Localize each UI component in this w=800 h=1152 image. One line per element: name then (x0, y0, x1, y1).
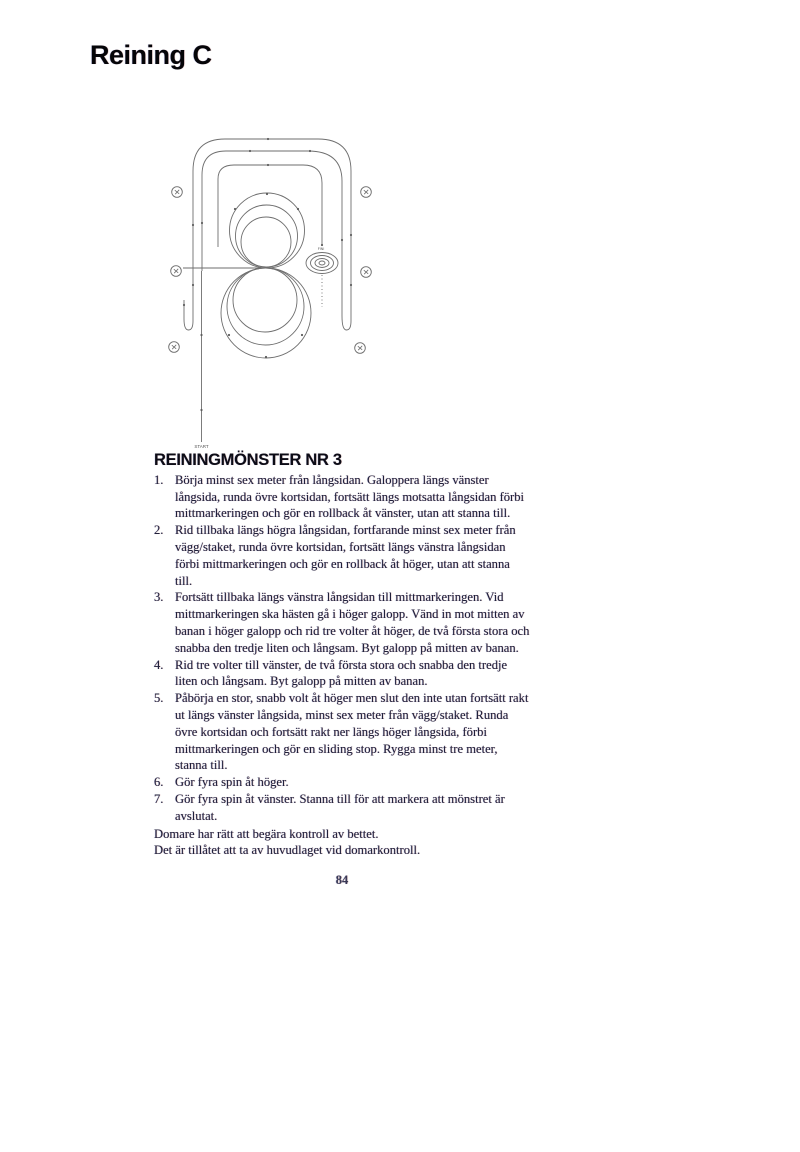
start-label: START (194, 444, 209, 449)
item-number: 2. (154, 523, 164, 538)
note-line: Det är tillåtet att ta av huvudlaget vid domarkontroll. (154, 843, 421, 858)
pattern-text-column (154, 452, 530, 889)
item-text: Börja minst sex meter från långsidan. Galoppera längs vänster långsida, runda övre kortsidan, fortsätt längs motsatta långsidan förbi mittmarkeringen och gör en rollback åt vänster, utan att stanna till. (175, 472, 525, 521)
marker-icon (361, 267, 372, 278)
item-number: 1. (154, 472, 164, 487)
item-text: Gör fyra spin åt vänster. Stanna till för att markera att mönstret är avslutat. (175, 791, 505, 823)
marker-icon (172, 187, 183, 198)
item-text: Rid tillbaka längs högra långsidan, fortfarande minst sex meter från vägg/staket, runda övre kortsidan, fortsätt längs vänstra långsidan förbi mittmarkeringen och gör en rollback åt höger, utan att stanna till. (175, 523, 516, 588)
item-number: 3. (154, 590, 164, 605)
pattern-instruction-list (154, 472, 530, 825)
item-text: Fortsätt tillbaka längs vänstra långsidan till mittmarkeringen. Vid mittmarkeringen ska hästen gå i höger galopp. Vänd in mot mitten av banan i höger galopp och rid tre volter åt höger, de två första stora och snabba den tredje liten och långsam. Byt galopp på mitten av banan. (175, 590, 530, 655)
list-item (154, 589, 530, 656)
marker-icon (361, 187, 372, 198)
lower-circles (221, 268, 311, 358)
list-item (154, 774, 530, 791)
judge-notes (154, 826, 530, 860)
list-item (154, 657, 530, 691)
direction-dots (183, 138, 352, 411)
outer-loop-path (193, 139, 351, 321)
item-text: Rid tre volter till vänster, de två första stora och snabba den tredje liten och långsam. Byt galopp på mitten av banan. (175, 657, 508, 689)
list-item (154, 472, 530, 522)
item-number: 7. (154, 791, 164, 806)
list-item (154, 522, 530, 589)
page-number: 84 (335, 873, 349, 888)
item-text: Påbörja en stor, snabb volt åt höger men slut den inte utan fortsätt rakt ut längs vänster långsida, minst sex meter från vägg/staket. Runda övre kortsidan och fortsätt rakt ner längs höger långsida, förbi mittmarkeringen och gör en sliding stop. Rygga minst tre meter, stanna till. (175, 691, 529, 773)
note-line: Domare har rätt att begära kontroll av bettet. (154, 826, 379, 841)
marker-icon (171, 266, 182, 277)
list-item (154, 690, 530, 774)
list-item (154, 791, 530, 825)
item-text: Gör fyra spin åt höger. (175, 775, 289, 790)
rollback-left-hook (184, 300, 193, 330)
item-number: 4. (154, 657, 164, 672)
item-number: 5. (154, 691, 164, 706)
item-number: 6. (154, 775, 164, 790)
upper-circles (230, 193, 305, 268)
reining-pattern-diagram (150, 95, 410, 455)
page-title: Reining C (90, 40, 212, 70)
pattern-loops (183, 139, 351, 442)
arena-markers (169, 187, 372, 354)
spin-spiral (306, 253, 338, 308)
rollback-right-hook (342, 316, 351, 330)
pattern-heading: REININGMÖNSTER NR 3 (154, 450, 342, 469)
marker-icon (169, 342, 180, 353)
marker-icon (355, 343, 366, 354)
inner-loop-path (218, 165, 322, 247)
finish-label: FINI (317, 247, 325, 251)
